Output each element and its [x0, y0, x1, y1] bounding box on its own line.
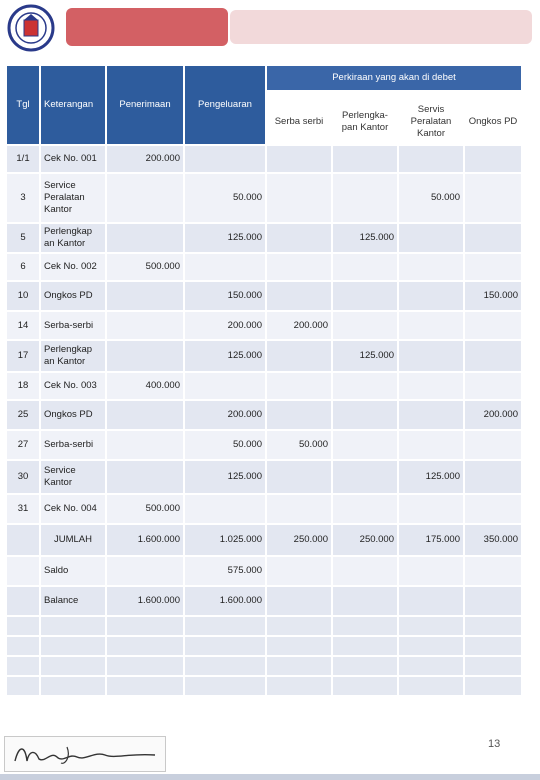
cell-serba-serbi [267, 373, 331, 399]
cell-ongkos [465, 495, 521, 523]
cell-pengeluaran [185, 495, 265, 523]
column-header-perlengkapan: Perlengka-pan Kantor [333, 100, 397, 144]
cell-servis [399, 224, 463, 252]
cell-tgl: 18 [7, 373, 39, 399]
cell-pengeluaran: 150.000 [185, 282, 265, 310]
cell-perlengkapan [333, 495, 397, 523]
cell-serba-serbi [267, 254, 331, 280]
cell-keterangan: Cek No. 001 [41, 146, 105, 172]
cell-tgl: 10 [7, 282, 39, 310]
cell-pengeluaran [185, 146, 265, 172]
cell-empty [7, 587, 39, 615]
empty-row [7, 657, 521, 675]
cell-serba-serbi [267, 282, 331, 310]
column-header-servis: Servis Peralatan Kantor [399, 100, 463, 144]
balance-penerimaan: 1.600.000 [107, 587, 183, 615]
total-pengeluaran: 1.025.000 [185, 525, 265, 555]
cell-tgl: 14 [7, 312, 39, 339]
cell-penerimaan [107, 341, 183, 371]
cell-penerimaan: 500.000 [107, 254, 183, 280]
cell-ongkos [465, 461, 521, 493]
table-row [7, 495, 521, 523]
cell-penerimaan [107, 401, 183, 429]
cell-pengeluaran: 125.000 [185, 341, 265, 371]
cell-ongkos [465, 373, 521, 399]
saldo-pengeluaran: 575.000 [185, 557, 265, 585]
cell-empty [267, 557, 331, 585]
cell-keterangan: Ongkos PD [41, 282, 105, 310]
cell-pengeluaran: 200.000 [185, 401, 265, 429]
cell-servis: 125.000 [399, 461, 463, 493]
table-row [7, 174, 521, 222]
cell-perlengkapan [333, 373, 397, 399]
footer-bar [0, 774, 540, 780]
cell-perlengkapan: 125.000 [333, 224, 397, 252]
cell-servis [399, 495, 463, 523]
cell-tgl: 5 [7, 224, 39, 252]
cell-penerimaan [107, 174, 183, 222]
column-header-tgl: Tgl [7, 66, 39, 144]
table-row [7, 401, 521, 429]
cell-servis [399, 431, 463, 459]
cell-keterangan: Serba-serbi [41, 431, 105, 459]
cell-keterangan: Cek No. 002 [41, 254, 105, 280]
cell-tgl: 1/1 [7, 146, 39, 172]
cell-servis [399, 282, 463, 310]
total-penerimaan: 1.600.000 [107, 525, 183, 555]
table-row [7, 254, 521, 280]
cell-empty [333, 587, 397, 615]
cell-keterangan: Ongkos PD [41, 401, 105, 429]
cell-perlengkapan [333, 174, 397, 222]
column-header-penerimaan: Penerimaan [107, 66, 183, 144]
balance-pengeluaran: 1.600.000 [185, 587, 265, 615]
table-row [7, 312, 521, 339]
empty-row [7, 677, 521, 695]
cell-ongkos [465, 254, 521, 280]
table-row [7, 146, 521, 172]
cell-ongkos [465, 431, 521, 459]
balance-row [7, 587, 521, 615]
cell-serba-serbi [267, 495, 331, 523]
table-row [7, 224, 521, 252]
cell-pengeluaran [185, 254, 265, 280]
cell-penerimaan [107, 224, 183, 252]
table-row [7, 373, 521, 399]
totals-label: JUMLAH [41, 525, 105, 555]
cell-pengeluaran: 200.000 [185, 312, 265, 339]
cell-empty [7, 557, 39, 585]
column-header-pengeluaran: Pengeluaran [185, 66, 265, 144]
cell-ongkos [465, 341, 521, 371]
cell-tgl: 25 [7, 401, 39, 429]
cell-pengeluaran: 125.000 [185, 224, 265, 252]
cell-penerimaan [107, 282, 183, 310]
cell-keterangan: Serba-serbi [41, 312, 105, 339]
cell-perlengkapan [333, 461, 397, 493]
cell-penerimaan [107, 431, 183, 459]
total-servis: 175.000 [399, 525, 463, 555]
cell-empty [7, 525, 39, 555]
cell-tgl: 30 [7, 461, 39, 493]
cell-keterangan: Cek No. 004 [41, 495, 105, 523]
cell-penerimaan: 400.000 [107, 373, 183, 399]
cell-perlengkapan [333, 312, 397, 339]
table-row [7, 341, 521, 371]
cell-perlengkapan [333, 401, 397, 429]
cell-tgl: 17 [7, 341, 39, 371]
totals-row [7, 525, 521, 555]
cell-perlengkapan [333, 282, 397, 310]
cell-penerimaan: 500.000 [107, 495, 183, 523]
cell-ongkos [465, 174, 521, 222]
university-logo [2, 4, 60, 52]
cell-keterangan: Service Kantor [41, 461, 105, 493]
cell-empty [465, 587, 521, 615]
cell-ongkos: 200.000 [465, 401, 521, 429]
cell-perlengkapan [333, 254, 397, 280]
cell-perlengkapan [333, 146, 397, 172]
column-header-serba-serbi: Serba serbi [267, 100, 331, 144]
header-banner-right [230, 10, 532, 44]
cell-empty [399, 587, 463, 615]
cell-tgl: 27 [7, 431, 39, 459]
cell-empty [399, 557, 463, 585]
header-spacer [267, 92, 521, 98]
cell-serba-serbi [267, 146, 331, 172]
cell-perlengkapan [333, 431, 397, 459]
cell-pengeluaran: 125.000 [185, 461, 265, 493]
saldo-row [7, 557, 521, 585]
cell-serba-serbi [267, 341, 331, 371]
cell-keterangan: Perlengkap an Kantor [41, 224, 105, 252]
cell-serba-serbi [267, 224, 331, 252]
cell-pengeluaran [185, 373, 265, 399]
cell-keterangan: Service Peralatan Kantor [41, 174, 105, 222]
cell-empty [107, 557, 183, 585]
table-row [7, 461, 521, 493]
header-banner-left [66, 8, 228, 46]
cell-penerimaan [107, 461, 183, 493]
cell-ongkos [465, 146, 521, 172]
cell-servis [399, 312, 463, 339]
cell-pengeluaran: 50.000 [185, 174, 265, 222]
cell-servis [399, 341, 463, 371]
cell-keterangan: Perlengkap an Kantor [41, 341, 105, 371]
empty-row [7, 617, 521, 635]
column-group-header: Perkiraan yang akan di debet [267, 66, 521, 90]
cell-servis: 50.000 [399, 174, 463, 222]
cell-serba-serbi [267, 401, 331, 429]
empty-row [7, 637, 521, 655]
total-perlengkapan: 250.000 [333, 525, 397, 555]
cell-empty [333, 557, 397, 585]
cell-empty [465, 557, 521, 585]
signature-image [4, 736, 166, 772]
cell-serba-serbi [267, 174, 331, 222]
cell-servis [399, 373, 463, 399]
table-row [7, 282, 521, 310]
column-header-keterangan: Keterangan [41, 66, 105, 144]
cell-tgl: 31 [7, 495, 39, 523]
cell-penerimaan: 200.000 [107, 146, 183, 172]
cell-servis [399, 254, 463, 280]
cell-servis [399, 401, 463, 429]
cell-tgl: 3 [7, 174, 39, 222]
page-number: 13 [488, 738, 501, 750]
cell-pengeluaran: 50.000 [185, 431, 265, 459]
cell-tgl: 6 [7, 254, 39, 280]
table-row [7, 431, 521, 459]
column-header-ongkos: Ongkos PD [465, 100, 521, 144]
cell-keterangan: Cek No. 003 [41, 373, 105, 399]
cell-ongkos [465, 224, 521, 252]
cell-serba-serbi: 200.000 [267, 312, 331, 339]
cell-empty [267, 587, 331, 615]
petty-cash-ledger-table [5, 64, 523, 697]
cell-ongkos [465, 312, 521, 339]
balance-label: Balance [41, 587, 105, 615]
saldo-label: Saldo [41, 557, 105, 585]
cell-serba-serbi: 50.000 [267, 431, 331, 459]
total-ongkos: 350.000 [465, 525, 521, 555]
cell-serba-serbi [267, 461, 331, 493]
total-serba-serbi: 250.000 [267, 525, 331, 555]
cell-ongkos: 150.000 [465, 282, 521, 310]
cell-servis [399, 146, 463, 172]
cell-penerimaan [107, 312, 183, 339]
cell-perlengkapan: 125.000 [333, 341, 397, 371]
